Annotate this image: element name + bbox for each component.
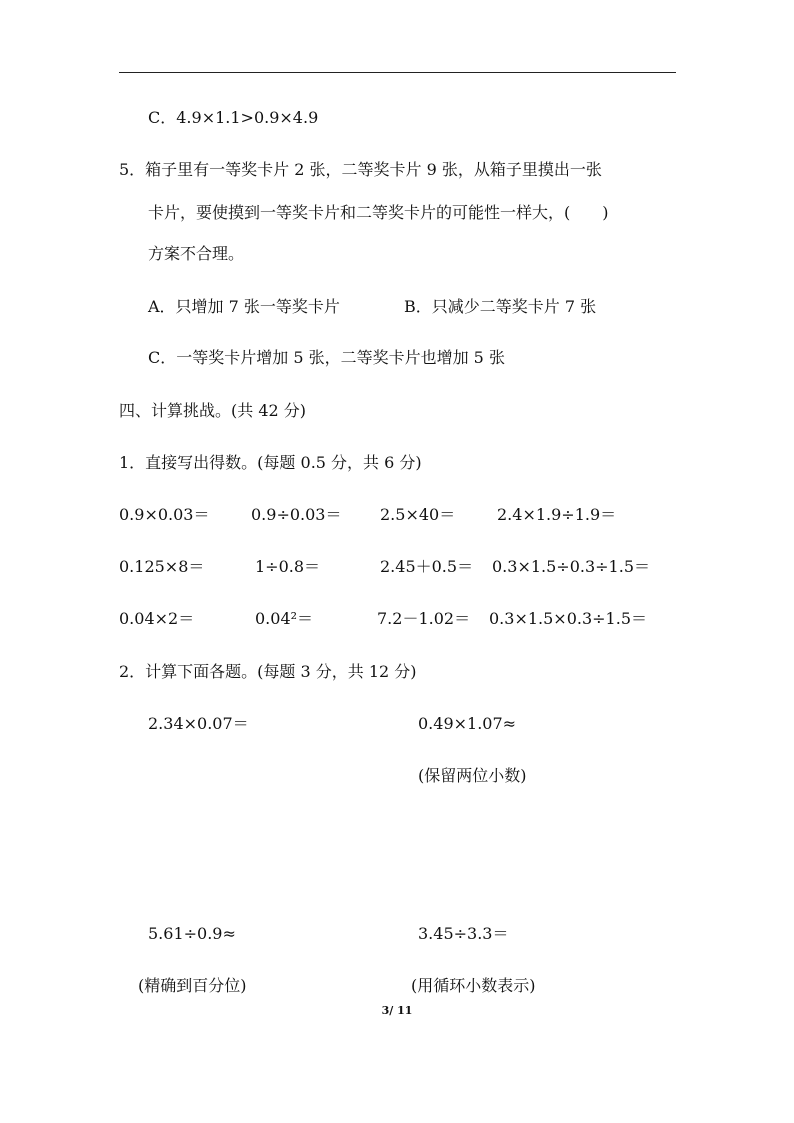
q1-item: 1÷0.8＝ [255, 557, 321, 576]
q1-item: 0.04×2＝ [119, 609, 195, 628]
q1-item: 0.9×0.03＝ [119, 505, 210, 524]
q5-line-2-close: ) [602, 203, 609, 222]
q1-title: 1．直接写出得数。(每题 0.5 分，共 6 分) [119, 453, 422, 472]
q2-problem-2: 0.49×1.07≈ [418, 714, 517, 733]
q2-title: 2．计算下面各题。(每题 3 分，共 12 分) [119, 662, 417, 681]
prev-option-c: C．4.9×1.1>0.9×4.9 [148, 108, 319, 127]
q5-option-c: C．一等奖卡片增加 5 张，二等奖卡片也增加 5 张 [148, 348, 505, 367]
q2-problem-4: 3.45÷3.3＝ [418, 924, 509, 943]
q5-line-2 [148, 203, 609, 223]
q5-line-2-text: 卡片，要使摸到一等奖卡片和二等奖卡片的可能性一样大，( [148, 203, 571, 222]
header-rule [119, 72, 676, 73]
q1-item: 2.5×40＝ [380, 505, 456, 524]
q5-option-b: B．只减少二等奖卡片 7 张 [404, 297, 597, 316]
section-4-title: 四、计算挑战。(共 42 分) [119, 401, 307, 420]
q1-item: 0.04²＝ [255, 609, 314, 628]
q2-problem-1: 2.34×0.07＝ [148, 714, 249, 733]
q5-line-1: 5．箱子里有一等奖卡片 2 张，二等奖卡片 9 张，从箱子里摸出一张 [119, 160, 602, 179]
q1-item: 2.4×1.9÷1.9＝ [497, 505, 617, 524]
q2-problem-3-note: (精确到百分位) [138, 976, 247, 995]
q1-item: 0.3×1.5÷0.3÷1.5＝ [492, 557, 651, 576]
q2-problem-3: 5.61÷0.9≈ [148, 924, 236, 943]
q1-item: 2.45＋0.5＝ [380, 557, 474, 576]
page-number: 3/ 11 [381, 1004, 413, 1017]
q1-item: 0.9÷0.03＝ [251, 505, 342, 524]
q2-problem-2-note: (保留两位小数) [418, 766, 527, 785]
q5-option-a: A．只增加 7 张一等奖卡片 [148, 297, 340, 316]
q5-line-3: 方案不合理。 [148, 244, 245, 263]
q1-item: 0.3×1.5×0.3÷1.5＝ [489, 609, 648, 628]
q2-problem-4-note: (用循环小数表示) [411, 976, 536, 995]
q1-item: 7.2－1.02＝ [377, 609, 471, 628]
q1-item: 0.125×8＝ [119, 557, 205, 576]
